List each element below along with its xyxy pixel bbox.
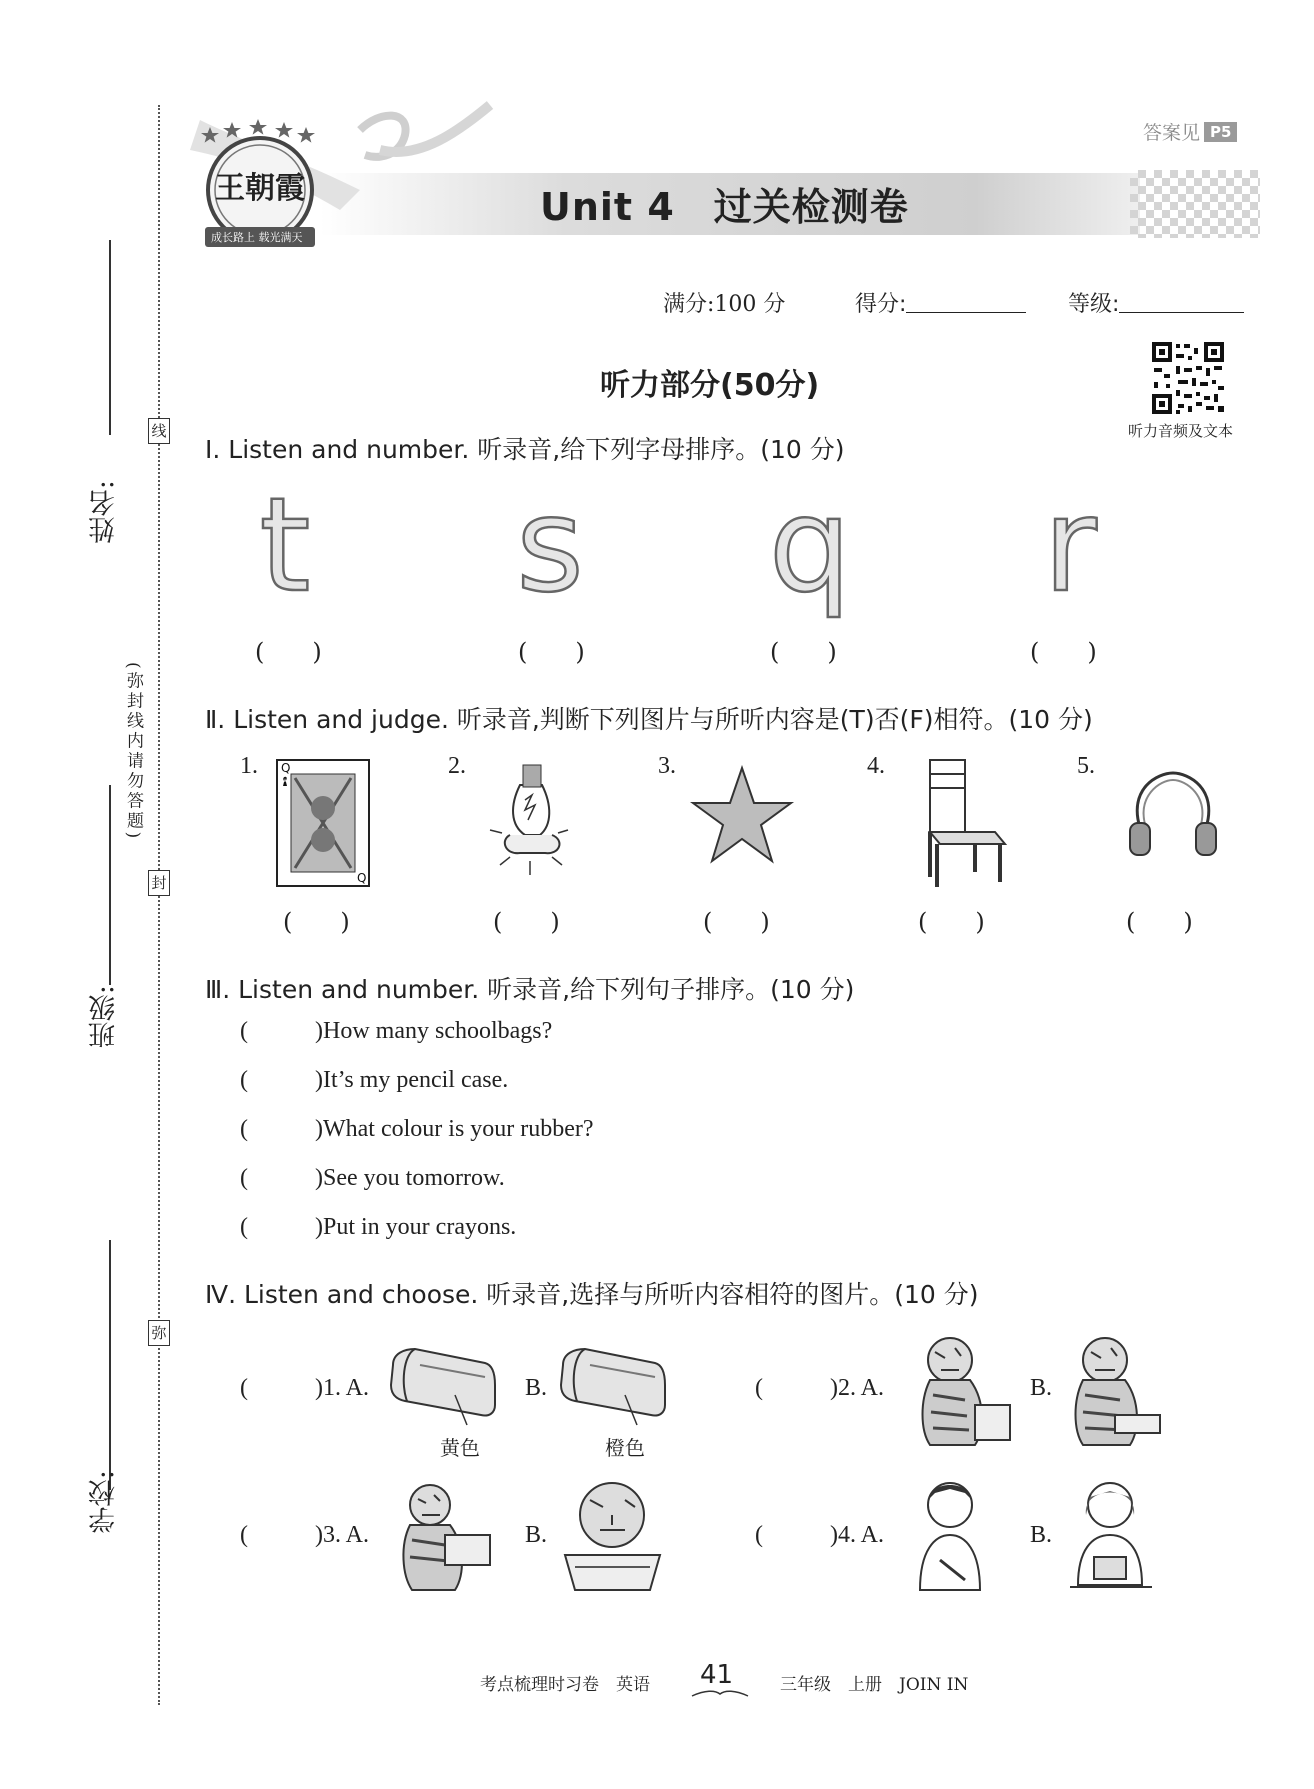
sentence-item: )Put in your crayons. [315,1214,517,1240]
item-number: 2. [448,753,466,779]
page-number: 41 [700,1660,734,1690]
item-4-label: )4. A. [830,1522,884,1548]
q4-heading: Ⅳ. Listen and choose. 听录音,选择与所听内容相符的图片。(10 分) [205,1280,979,1309]
page-title: Unit 4 过关检测卷 [540,185,909,229]
tiger-cartoon-icon [905,1330,1015,1450]
option-b-label: B. [1030,1375,1053,1401]
page-number-underline [690,1688,750,1698]
item-number: 5. [1077,753,1095,779]
seal-mark-line: 线 [148,418,170,444]
score-label: 得分: [855,292,907,317]
letter-card [225,469,345,621]
item-number: 1. [240,753,258,779]
letter-card [490,469,610,621]
color-label-yellow: 黄色 [440,1436,480,1460]
letter-glyph: t [259,469,311,621]
seal-warning: (弥封线内请勿答题) [123,662,143,842]
sentence-item: )How many schoolbags? [315,1018,553,1044]
pencil-case-yellow-icon [385,1345,497,1435]
name-write-line [109,240,111,435]
answer-blank[interactable]: ( [240,1165,248,1191]
q1-heading: Ⅰ. Listen and number. 听录音,给下列字母排序。(10 分) [205,435,845,464]
answer-page-badge: P5 [1204,122,1237,142]
letter-card [1010,469,1130,621]
class-label: 班级: [89,985,120,1049]
option-b-label: B. [525,1375,548,1401]
sentence-item: )It’s my pencil case. [315,1067,509,1093]
chair-icon [915,752,1010,892]
binding-dotted-line [158,105,160,1705]
jump-rope-icon [1118,768,1228,863]
answer-blank[interactable]: ( ) [918,908,985,936]
answer-blank[interactable]: ( [240,1375,248,1401]
boy-cartoon-icon [905,1475,995,1595]
svg-text:Q: Q [281,761,291,775]
score-blank[interactable] [906,292,1026,313]
q3-heading: Ⅲ. Listen and number. 听录音,给下列句子排序。(10 分) [205,975,855,1004]
qr-code-icon [1150,340,1226,416]
svg-text:Q: Q [357,871,367,885]
q2-heading: Ⅱ. Listen and judge. 听录音,判断下列图片与所听内容是(T)否(F)相符。(10 分) [205,705,1093,734]
answer-blank[interactable]: ( ) [283,908,350,936]
publisher-logo [195,115,325,255]
sentence-item: )See you tomorrow. [315,1165,505,1191]
grade-blank[interactable] [1119,292,1244,313]
answer-blank[interactable]: ( [240,1018,248,1044]
grade-label: 等级: [1068,292,1120,317]
letter-glyph: r [1043,469,1097,621]
star-icon [690,765,795,865]
answer-reference [1143,118,1237,145]
qr-caption: 听力音频及文本 [1128,422,1234,440]
girl-cartoon-icon [1060,1475,1160,1595]
option-b-label: B. [1030,1522,1053,1548]
letter-card [750,469,870,621]
answer-blank[interactable]: ( [755,1375,763,1401]
logo-name: 王朝霞 [215,171,305,206]
seal-mark-seal: 封 [148,870,170,896]
pencil-case-orange-icon [555,1345,667,1435]
full-score: 满分:100 分 [663,292,786,317]
item-2-label: )2. A. [830,1375,884,1401]
answer-blank[interactable]: ( [755,1522,763,1548]
answer-blank[interactable]: ( ) [1030,638,1097,666]
color-label-orange: 橙色 [605,1436,645,1460]
answer-blank[interactable]: ( ) [1126,908,1193,936]
footer-right: 三年级 上册 JOIN IN [780,1675,969,1695]
sentence-item: )What colour is your rubber? [315,1116,594,1142]
score-field [855,287,1026,318]
letter-glyph: q [768,469,852,621]
footer-left: 考点梳理时习卷 英语 [480,1675,650,1695]
school-write-line [109,1240,111,1490]
answer-blank[interactable]: ( ) [770,638,837,666]
logo-slogan: 成长路上 载光满天 [211,231,303,244]
item-1-label: )1. A. [315,1375,369,1401]
answer-blank[interactable]: ( [240,1522,248,1548]
answer-blank[interactable]: ( ) [518,638,585,666]
answer-reference-text: 答案见 [1143,122,1201,144]
name-label: 姓名: [89,480,120,544]
school-label: 学校: [89,1470,120,1534]
listening-section-title: 听力部分(50分) [600,368,820,403]
item-3-label: )3. A. [315,1522,369,1548]
item-number: 4. [867,753,885,779]
tiger-cartoon-icon [1055,1330,1165,1450]
grade-field [1068,287,1244,318]
answer-blank[interactable]: ( ) [703,908,770,936]
seal-mark-secret: 弥 [148,1320,170,1346]
answer-blank[interactable]: ( ) [255,638,322,666]
item-number: 3. [658,753,676,779]
answer-blank[interactable]: ( [240,1214,248,1240]
answer-blank[interactable]: ( ) [493,908,560,936]
class-write-line [109,785,111,985]
light-bulb-icon [480,755,580,880]
playing-card-icon [275,758,373,890]
option-b-label: B. [525,1522,548,1548]
answer-blank[interactable]: ( [240,1067,248,1093]
answer-blank[interactable]: ( [240,1116,248,1142]
header-checker-pattern [1130,170,1260,238]
tiger-cartoon-icon [555,1475,670,1595]
tiger-cartoon-icon [390,1475,495,1595]
letter-glyph: s [516,469,584,621]
